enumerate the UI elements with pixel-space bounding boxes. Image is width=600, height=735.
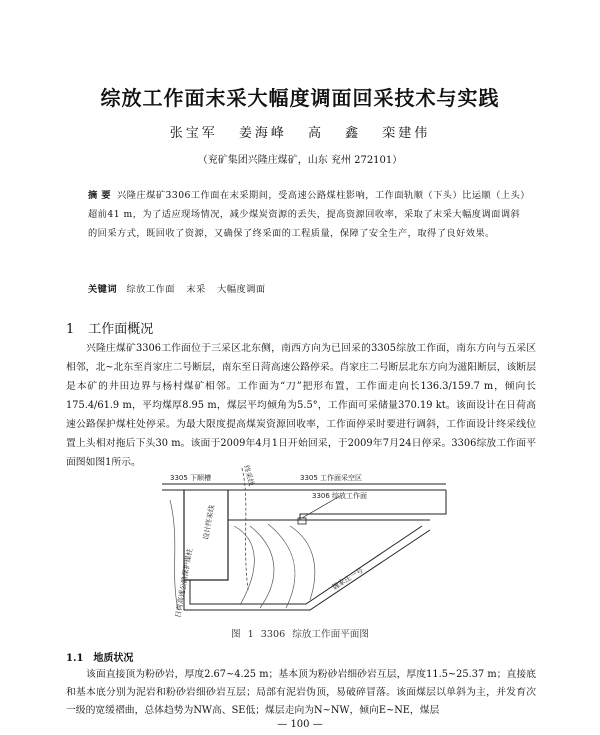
label-design-line: 设计终采线 xyxy=(202,504,217,541)
keywords-label: 关键词 xyxy=(88,284,118,295)
paper-title: 综放工作面末采大幅度调面回采技术与实践 xyxy=(100,86,500,110)
junction-box xyxy=(298,518,306,524)
affiliation: （兖矿集团兴隆庄煤矿，山东 兖州 272101） xyxy=(197,155,403,166)
subsection-title: 地质状况 xyxy=(93,653,134,664)
figure-caption: 图 1 3306 综放工作面平面图 xyxy=(230,629,369,640)
keyword: 综放工作面 xyxy=(126,284,175,295)
section-paragraph: 兴隆庄煤矿3306工作面位于三采区北东侧，南西方向为已回采的3305综放工作面，南东方向与五采区相邻，北~北东至肖家庄二号断层，南东至日菏高速公路停采。肖家庄二号断层北东方向为滋阳断层，该断层是本矿的井田边界与杨村煤矿相邻。工作面为“刀”把形布置，工作面走向长136.3/159.7 m，倾向长175.4/61.9 m，平均煤厚8.95 m，煤层平均倾角为5.5°，工作面可采储量370.19 kt。该面设计在日荷高速公路保护煤柱处停采。为最大限度提高煤炭资源回收率，工作面停采时要进行调斜，工作面设计终采线位置上头相对拖后下头30 m。该面于2009年4月1日开始回采，于2009年7月24日停采。3306综放工作面平面图如图1所示。 xyxy=(66,343,536,468)
label-fault: 魏家庄一号 xyxy=(330,566,365,592)
workface-plan-figure xyxy=(150,460,450,622)
keywords xyxy=(88,281,528,295)
contour-line xyxy=(170,500,178,610)
section-heading xyxy=(66,318,153,337)
label-3306-face: 3306 综放工作面 xyxy=(312,492,368,500)
keyword: 末采 xyxy=(186,284,206,295)
contour-line xyxy=(234,526,254,605)
section-title: 工作面概况 xyxy=(88,322,154,337)
subsection-paragraph: 该面直接顶为粉砂岩，厚度2.67~4.25 m；基本顶为粉砂岩细砂岩互层，厚度11.5~25.37 m；直接底和基本底分别为泥岩和粉砂岩细砂岩互层；局部有泥岩伪顶，易破碎冒落。该面煤层以单斜为主，并发育次一级的宽缓褶曲，总体趋势为NW高、SE低；煤层走向为N~NW，倾向E~NE，煤层 xyxy=(66,669,536,716)
label-highway-pillar: 日荷高速公路保护煤柱 xyxy=(174,548,195,619)
subsection-heading xyxy=(66,649,133,664)
stop-line xyxy=(242,468,248,590)
label-3305-goaf: 3305 工作面采空区 xyxy=(300,474,363,482)
abstract xyxy=(88,186,528,243)
abstract-text: 兴隆庄煤矿3306工作面在末采期间，受高速公路煤柱影响，工作面轨顺（下头）比运顺（上头）超前41 m，为了适应现场情况，减少煤炭资源的丢失，提高资源回收率，采取了末采大幅度调面调斜的回采方式，既回收了资源，又确保了终采面的工程质量，保障了安全生产，取得了良好效果。 xyxy=(88,190,526,239)
author-list: 张宝军 姜海峰 高 鑫 栾建伟 xyxy=(169,126,431,141)
label-stop-line: 终采线 xyxy=(242,464,256,487)
road-line xyxy=(184,530,430,610)
subsection-number: 1.1 xyxy=(66,653,84,664)
abstract-label: 摘 要 xyxy=(88,190,112,201)
page-number: — 100 — xyxy=(277,719,323,730)
label-3305-road: 3305 下顺槽 xyxy=(170,474,212,482)
section-number: 1 xyxy=(66,322,75,337)
road-line xyxy=(190,526,422,604)
keyword: 大幅度调面 xyxy=(217,284,266,295)
contour-line xyxy=(268,524,295,608)
